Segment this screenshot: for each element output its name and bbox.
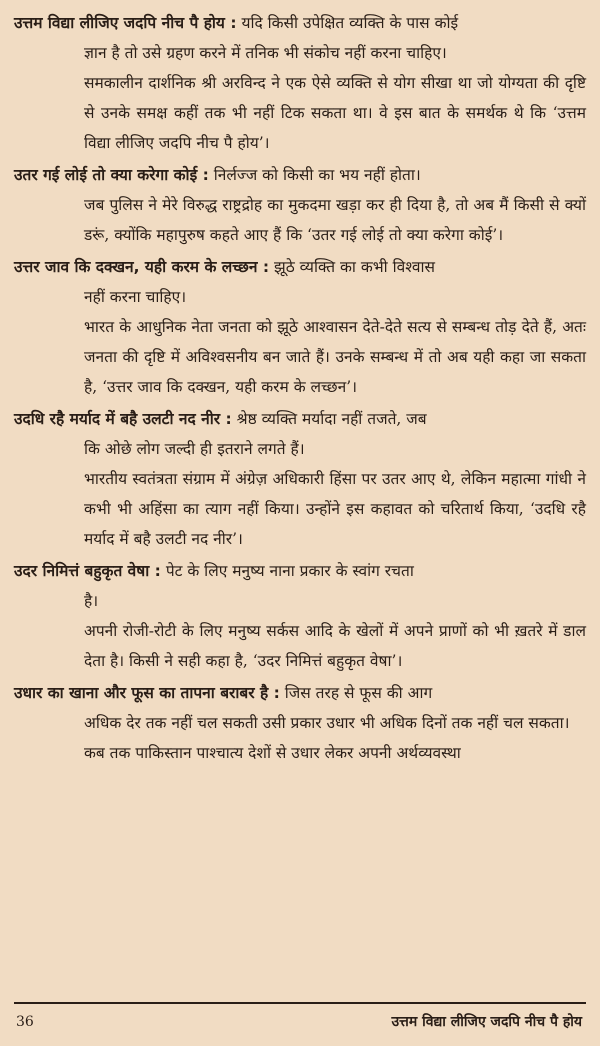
proverb-term: उत्तम विद्या लीजिए जदपि नीच पै होय :: [14, 14, 237, 32]
proverb-entry: [14, 160, 586, 250]
proverb-entry: [14, 404, 586, 554]
page-number: 36: [16, 1014, 34, 1030]
proverb-meaning: झूठे व्यक्ति का कभी विश्वास: [274, 258, 435, 276]
proverb-example: जब पुलिस ने मेरे विरुद्ध राष्ट्रद्रोह का मुकदमा खड़ा कर ही दिया है, तो अब मैं किसी से क्यों डरूं, क्योंकि महापुरुष कहते आए हैं कि ‘उतर गई लोई तो क्या करेगा कोई’।: [84, 196, 586, 244]
proverb-lead: [14, 160, 586, 190]
proverb-entry: [14, 678, 586, 768]
proverb-term: उदधि रहै मर्याद में बहै उलटी नद नीर :: [14, 410, 232, 428]
proverb-lead: [14, 252, 586, 282]
proverb-lead: [14, 8, 586, 38]
proverb-entry: [14, 8, 586, 158]
proverb-example: भारत के आधुनिक नेता जनता को झूठे आश्वासन देते-देते सत्य से सम्बन्ध तोड़ देते हैं, अतः जनता की दृष्टि में अविश्वसनीय बन जाते हैं। उनके सम्बन्ध में तो अब यही कहा जा सकता है, ‘उत्तर जाव कि दक्खन, यही करम के लच्छन’।: [84, 318, 586, 396]
proverb-example: अपनी रोजी-रोटी के लिए मनुष्य सर्कस आदि के खेलों में अपने प्राणों को भी ख़तरे में डाल देता है। किसी ने सही कहा है, ‘उदर निमित्तं बहुकृत वेषा’।: [84, 622, 586, 670]
proverb-example: कब तक पाकिस्तान पाश्चात्य देशों से उधार लेकर अपनी अर्थव्यवस्था: [84, 744, 461, 762]
proverb-meaning: पेट के लिए मनुष्य नाना प्रकार के स्वांग रचता: [165, 562, 414, 580]
proverb-meaning-continued: अधिक देर तक नहीं चल सकती उसी प्रकार उधार भी अधिक दिनों तक नहीं चल सकता।: [84, 714, 570, 732]
proverb-lead: [14, 556, 586, 586]
proverb-term: उदर निमित्तं बहुकृत वेषा :: [14, 562, 161, 580]
proverb-lead: [14, 678, 586, 708]
proverb-term: उतर गई लोई तो क्या करेगा कोई :: [14, 166, 209, 184]
proverb-example: भारतीय स्वतंत्रता संग्राम में अंग्रेज़ अधिकारी हिंसा पर उतर आए थे, लेकिन महात्मा गांधी ने कभी भी अहिंसा का त्याग नहीं किया। उन्होंने इस कहावत को चरितार्थ किया, ‘उदधि रहै मर्याद में बहै उलटी नद नीर’।: [84, 470, 586, 548]
proverb-meaning-continued: नहीं करना चाहिए।: [84, 288, 187, 306]
running-head: उत्तम विद्या लीजिए जदपि नीच पै होय: [391, 1014, 582, 1030]
proverb-meaning-continued: ज्ञान है तो उसे ग्रहण करने में तनिक भी संकोच नहीं करना चाहिए।: [84, 44, 447, 62]
proverb-meaning: जिस तरह से फूस की आग: [284, 684, 433, 702]
page-footer: [14, 1002, 586, 1044]
proverb-example: समकालीन दार्शनिक श्री अरविन्द ने एक ऐसे व्यक्ति से योग सीखा था जो योग्यता की दृष्टि से उनके समक्ष कहीं तक भी नहीं टिक सकता था। वे इस बात के समर्थक थे कि ‘उत्तम विद्या लीजिए जदपि नीच पै होय’।: [84, 74, 586, 152]
proverb-term: उधार का खाना और फूस का तापना बराबर है :: [14, 684, 280, 702]
proverb-meaning: निर्लज्ज को किसी का भय नहीं होता।: [213, 166, 421, 184]
proverb-entry: [14, 556, 586, 676]
proverb-term: उत्तर जाव कि दक्खन, यही करम के लच्छन :: [14, 258, 270, 276]
proverb-meaning-continued: कि ओछे लोग जल्दी ही इतराने लगते हैं।: [84, 440, 305, 458]
proverb-meaning-continued: है।: [84, 592, 99, 610]
proverb-lead: [14, 404, 586, 434]
proverb-meaning: यदि किसी उपेक्षित व्यक्ति के पास कोई: [241, 14, 459, 32]
proverb-entry: [14, 252, 586, 402]
proverb-meaning: श्रेष्ठ व्यक्ति मर्यादा नहीं तजते, जब: [236, 410, 427, 428]
